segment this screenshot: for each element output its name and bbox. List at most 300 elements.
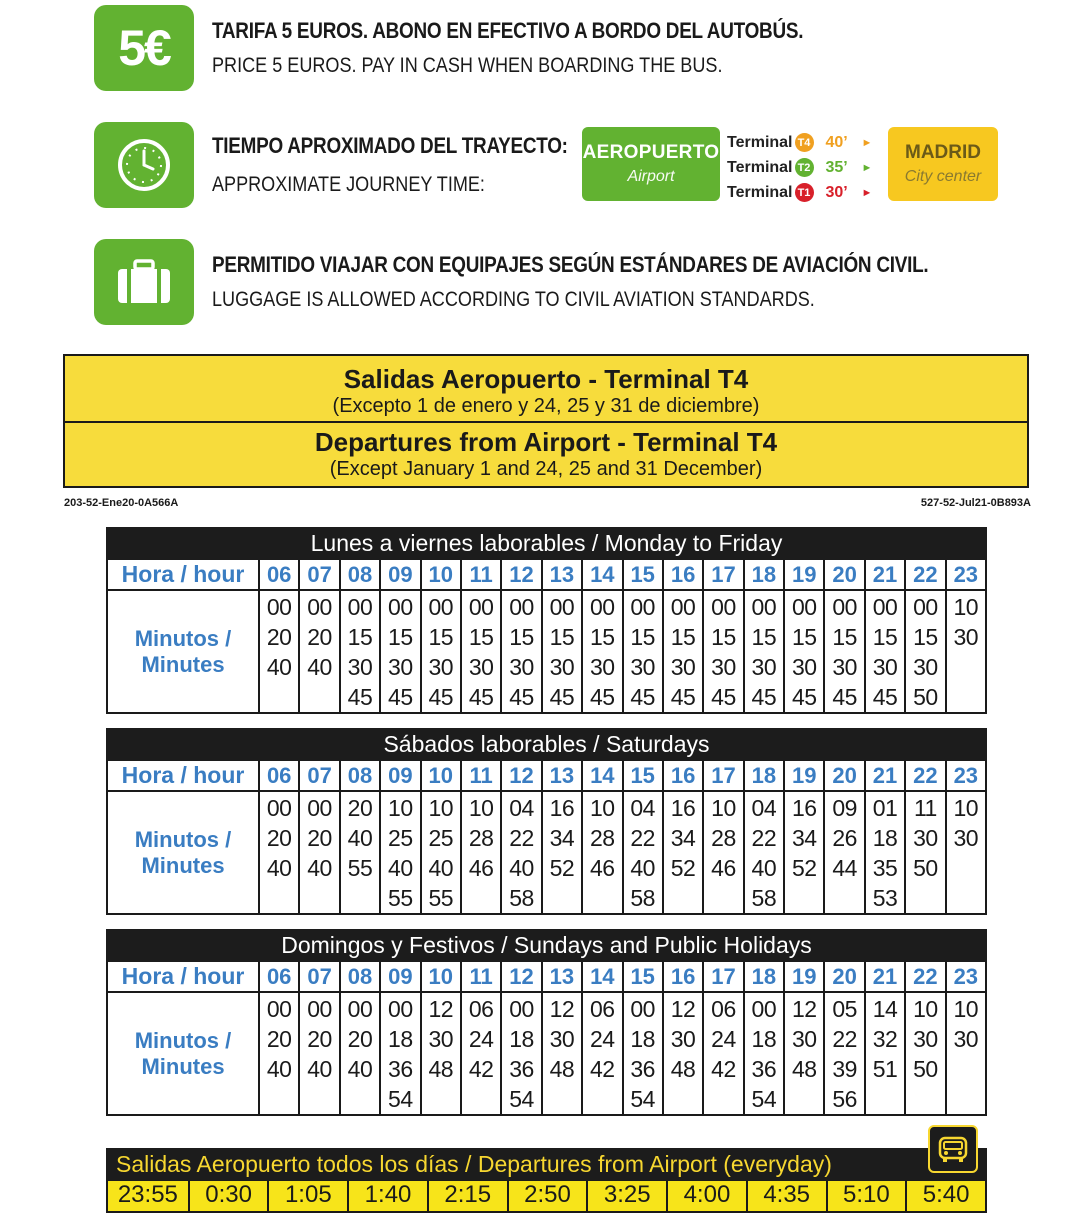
minute-value: 10 (590, 795, 615, 821)
minute-value: 15 (791, 624, 817, 650)
minute-value: 48 (428, 1056, 454, 1082)
minutes-column (500, 591, 540, 712)
minute-value: 00 (913, 594, 938, 620)
luggage-icon (94, 239, 194, 325)
minute-value: 18 (751, 1026, 777, 1052)
night-time: 1:05 (267, 1181, 347, 1211)
minute-value: 12 (670, 996, 696, 1022)
minute-value: 24 (468, 1026, 494, 1052)
minute-value: 32 (872, 1026, 898, 1052)
night-time: 0:30 (188, 1181, 268, 1211)
code-left: 203-52-Ene20-0A566A (64, 497, 179, 509)
minute-value: 00 (751, 594, 777, 620)
minute-value: 55 (388, 885, 413, 911)
minutes-column (904, 792, 944, 913)
minute-value: 48 (670, 1056, 696, 1082)
minute-value: 40 (266, 1056, 292, 1082)
hour-cell: 15 (622, 560, 662, 591)
minute-value: 00 (307, 594, 332, 620)
journey-info (94, 122, 626, 208)
minute-value: 30 (468, 654, 494, 680)
minute-value: 30 (711, 654, 736, 680)
minute-value: 00 (549, 594, 575, 620)
minutes-column (783, 792, 823, 913)
banner-subtitle-es: (Excepto 1 de enero y 24, 25 y 31 de diciembre) (332, 395, 760, 417)
minute-value: 40 (307, 855, 332, 881)
minute-value: 15 (630, 624, 655, 650)
minutes-column (541, 792, 581, 913)
night-time: 2:15 (427, 1181, 507, 1211)
minute-value: 00 (791, 594, 817, 620)
luggage-text-en: LUGGAGE IS ALLOWED ACCORDING TO CIVIL AVIATION STANDARDS. (212, 288, 815, 311)
minute-value: 22 (630, 825, 655, 851)
minute-value: 30 (630, 654, 655, 680)
minute-value: 30 (549, 654, 575, 680)
luggage-info (94, 239, 1045, 325)
minutes-column (743, 792, 783, 913)
minute-value: 36 (630, 1056, 655, 1082)
hour-label: Hora / hour (108, 761, 258, 792)
terminal-row-t2: Terminal T2 35’ ► (727, 158, 873, 176)
minute-value: 30 (347, 654, 373, 680)
minute-value: 06 (468, 996, 494, 1022)
timetable-title: Lunes a viernes laborables / Monday to Friday (106, 527, 987, 560)
minute-value: 00 (428, 594, 454, 620)
minute-value: 20 (307, 825, 332, 851)
minute-value: 40 (509, 855, 534, 881)
minute-value: 00 (468, 594, 494, 620)
minute-value: 20 (347, 795, 373, 821)
hour-cell: 12 (500, 560, 540, 591)
minute-value: 28 (468, 825, 494, 851)
hour-cell: 12 (500, 761, 540, 792)
minute-value: 39 (832, 1056, 857, 1082)
minute-value: 34 (670, 825, 696, 851)
minute-value: 25 (388, 825, 413, 851)
minute-value: 58 (751, 885, 777, 911)
hour-label: Hora / hour (108, 560, 258, 591)
minute-value: 20 (266, 1026, 292, 1052)
hour-cell: 11 (460, 560, 500, 591)
minute-value: 00 (307, 996, 332, 1022)
minute-value: 00 (670, 594, 696, 620)
minutes-column (864, 591, 904, 712)
minute-value: 24 (590, 1026, 615, 1052)
luggage-text-es: PERMITIDO VIAJAR CON EQUIPAJES SEGÚN ESTÁNDARES DE AVIACIÓN CIVIL. (212, 252, 929, 277)
minutes-column (864, 993, 904, 1114)
minute-value: 42 (590, 1056, 615, 1082)
minute-value: 30 (872, 654, 898, 680)
hour-cell: 22 (904, 962, 944, 993)
arrow-icon: ► (861, 186, 873, 199)
minute-value: 30 (953, 1026, 979, 1052)
minute-value: 40 (428, 855, 454, 881)
minute-value: 16 (791, 795, 817, 821)
minute-value: 16 (670, 795, 696, 821)
minute-value: 34 (791, 825, 817, 851)
minute-value: 30 (953, 825, 979, 851)
minute-value: 40 (347, 825, 373, 851)
minutes-column (823, 993, 863, 1114)
terminal-row-t1: Terminal T1 30’ ► (727, 183, 873, 201)
minute-value: 10 (428, 795, 454, 821)
minute-value: 30 (428, 654, 454, 680)
departures-banner (63, 354, 1029, 488)
minute-value: 04 (630, 795, 655, 821)
minute-value: 45 (872, 684, 898, 710)
minute-value: 28 (711, 825, 736, 851)
minute-value: 55 (347, 855, 373, 881)
minute-value: 00 (630, 996, 655, 1022)
hour-cell: 16 (662, 560, 702, 591)
minute-value: 45 (751, 684, 777, 710)
hour-cell: 09 (379, 962, 419, 993)
minute-value: 52 (549, 855, 575, 881)
hour-cell: 23 (945, 761, 985, 792)
hour-cell: 20 (823, 962, 863, 993)
minute-value: 40 (630, 855, 655, 881)
minute-value: 00 (509, 594, 534, 620)
minute-value: 20 (347, 1026, 373, 1052)
minute-value: 01 (872, 795, 898, 821)
minutes-column (783, 591, 823, 712)
minutes-column (420, 993, 460, 1114)
minute-value: 10 (388, 795, 413, 821)
minutes-column (420, 591, 460, 712)
minute-value: 15 (711, 624, 736, 650)
minutes-column (339, 792, 379, 913)
minute-value: 54 (630, 1086, 655, 1112)
hour-cell: 17 (702, 761, 742, 792)
minute-value: 30 (913, 825, 938, 851)
minute-value: 36 (751, 1056, 777, 1082)
minute-value: 00 (388, 996, 413, 1022)
hour-cell: 19 (783, 560, 823, 591)
minute-value: 12 (791, 996, 817, 1022)
minute-value: 30 (913, 654, 938, 680)
minute-value: 10 (953, 795, 979, 821)
minute-value: 15 (428, 624, 454, 650)
minute-value: 56 (832, 1086, 857, 1112)
minute-value: 45 (388, 684, 413, 710)
minute-value: 30 (832, 654, 857, 680)
minute-value: 36 (388, 1056, 413, 1082)
minute-value: 45 (791, 684, 817, 710)
minutes-column (622, 993, 662, 1114)
timetable-grid (106, 560, 987, 714)
minute-value: 45 (509, 684, 534, 710)
minute-value: 05 (832, 996, 857, 1022)
madrid-box: MADRID City center (888, 127, 998, 201)
minutes-column (379, 792, 419, 913)
minutes-column (904, 591, 944, 712)
minute-value: 30 (590, 654, 615, 680)
minute-value: 20 (307, 624, 332, 650)
hour-cell: 07 (298, 761, 338, 792)
minute-value: 40 (266, 855, 292, 881)
minute-value: 52 (670, 855, 696, 881)
minutes-column (379, 591, 419, 712)
minute-value: 00 (872, 594, 898, 620)
minutes-column (945, 993, 985, 1114)
saturday-timetable (106, 728, 987, 915)
minutes-column (541, 993, 581, 1114)
minute-value: 12 (549, 996, 575, 1022)
minute-value: 18 (509, 1026, 534, 1052)
minutes-column (945, 591, 985, 712)
minute-value: 52 (791, 855, 817, 881)
banner-title-en: Departures from Airport - Terminal T4 (314, 427, 778, 457)
minute-value: 50 (913, 1056, 938, 1082)
minute-value: 22 (751, 825, 777, 851)
night-time: 5:10 (826, 1181, 906, 1211)
arrow-icon: ► (861, 161, 873, 174)
minute-value: 45 (468, 684, 494, 710)
minute-value: 34 (549, 825, 575, 851)
minutes-column (743, 591, 783, 712)
minute-value: 06 (590, 996, 615, 1022)
minute-value: 15 (388, 624, 413, 650)
minute-value: 53 (872, 885, 898, 911)
hour-cell: 08 (339, 761, 379, 792)
minute-value: 36 (509, 1056, 534, 1082)
minute-value: 10 (468, 795, 494, 821)
minute-value: 30 (428, 1026, 454, 1052)
minute-value: 00 (307, 795, 332, 821)
minutes-column (581, 792, 621, 913)
minute-value: 44 (832, 855, 857, 881)
journey-text-es: TIEMPO APROXIMADO DEL TRAYECTO: (212, 133, 568, 158)
minutes-column (500, 993, 540, 1114)
minute-value: 04 (509, 795, 534, 821)
arrow-icon: ► (861, 136, 873, 149)
minute-value: 45 (630, 684, 655, 710)
banner-title-es: Salidas Aeropuerto - Terminal T4 (343, 364, 749, 394)
hour-cell: 06 (258, 560, 298, 591)
minute-value: 40 (751, 855, 777, 881)
minute-value: 58 (630, 885, 655, 911)
hour-cell: 14 (581, 962, 621, 993)
minutes-column (864, 792, 904, 913)
minute-value: 15 (590, 624, 615, 650)
minute-value: 30 (670, 654, 696, 680)
minute-value: 46 (468, 855, 494, 881)
minute-value: 45 (428, 684, 454, 710)
minutes-label (108, 591, 258, 712)
minute-value: 22 (509, 825, 534, 851)
hour-cell: 18 (743, 761, 783, 792)
hour-cell: 13 (541, 560, 581, 591)
minute-value: 30 (791, 654, 817, 680)
minute-value: 54 (751, 1086, 777, 1112)
minute-value: 58 (509, 885, 534, 911)
minutes-label-en: Minutes (141, 651, 225, 677)
minutes-label-en: Minutes (141, 1053, 225, 1079)
minutes-column (622, 792, 662, 913)
minute-value: 45 (347, 684, 373, 710)
minute-value: 20 (307, 1026, 332, 1052)
minute-value: 30 (549, 1026, 575, 1052)
terminal-badge: T2 (795, 158, 814, 177)
terminal-badge: T1 (795, 183, 814, 202)
minute-value: 46 (711, 855, 736, 881)
timetable-grid (106, 962, 987, 1116)
minute-value: 45 (590, 684, 615, 710)
minute-value: 24 (711, 1026, 736, 1052)
hour-cell: 16 (662, 962, 702, 993)
minute-value: 40 (307, 1056, 332, 1082)
minutes-label-es: Minutos / (134, 625, 232, 651)
minute-value: 15 (832, 624, 857, 650)
hour-cell: 10 (420, 761, 460, 792)
hour-cell: 23 (945, 560, 985, 591)
hour-cell: 13 (541, 962, 581, 993)
hour-cell: 06 (258, 962, 298, 993)
minute-value: 40 (266, 654, 292, 680)
minutes-column (702, 792, 742, 913)
minute-value: 15 (913, 624, 938, 650)
minute-value: 09 (832, 795, 857, 821)
night-time: 2:50 (507, 1181, 587, 1211)
hour-cell: 21 (864, 761, 904, 792)
minute-value: 15 (751, 624, 777, 650)
minute-value: 10 (913, 996, 938, 1022)
minute-value: 30 (953, 624, 979, 650)
minute-value: 00 (266, 594, 292, 620)
minute-value: 51 (872, 1056, 898, 1082)
hour-cell: 11 (460, 962, 500, 993)
minute-value: 15 (549, 624, 575, 650)
hour-label: Hora / hour (108, 962, 258, 993)
minutes-column (258, 993, 298, 1114)
hour-cell: 07 (298, 962, 338, 993)
minute-value: 25 (428, 825, 454, 851)
timetable-grid (106, 761, 987, 915)
hour-cell: 09 (379, 560, 419, 591)
night-time: 4:00 (666, 1181, 746, 1211)
weekday-timetable (106, 527, 987, 714)
minutes-column (460, 993, 500, 1114)
minute-value: 45 (549, 684, 575, 710)
hour-cell: 17 (702, 560, 742, 591)
minute-value: 48 (549, 1056, 575, 1082)
minute-value: 00 (266, 996, 292, 1022)
minutes-column (298, 591, 338, 712)
night-time: 1:40 (347, 1181, 427, 1211)
minute-value: 30 (509, 654, 534, 680)
hour-cell: 14 (581, 761, 621, 792)
hour-cell: 20 (823, 761, 863, 792)
hour-cell: 10 (420, 962, 460, 993)
minutes-column (339, 591, 379, 712)
minute-value: 30 (670, 1026, 696, 1052)
minutes-column (420, 792, 460, 913)
hour-cell: 10 (420, 560, 460, 591)
minute-value: 00 (509, 996, 534, 1022)
minutes-column (298, 993, 338, 1114)
fare-info (94, 5, 899, 91)
hour-cell: 18 (743, 560, 783, 591)
journey-text-en: APPROXIMATE JOURNEY TIME: (212, 173, 485, 196)
minute-value: 04 (751, 795, 777, 821)
minute-value: 50 (913, 684, 938, 710)
minutes-column (460, 792, 500, 913)
minutes-label (108, 792, 258, 913)
minute-value: 10 (953, 996, 979, 1022)
minutes-column (743, 993, 783, 1114)
code-right: 527-52-Jul21-0B893A (920, 497, 1031, 509)
minutes-column (379, 993, 419, 1114)
minutes-column (662, 993, 702, 1114)
night-time: 5:40 (905, 1181, 985, 1211)
hour-cell: 21 (864, 962, 904, 993)
hour-cell: 08 (339, 560, 379, 591)
minute-value: 42 (711, 1056, 736, 1082)
minute-value: 06 (711, 996, 736, 1022)
minutes-column (662, 792, 702, 913)
hour-cell: 15 (622, 962, 662, 993)
minute-value: 00 (347, 594, 373, 620)
timetable-title: Sábados laborables / Saturdays (106, 728, 987, 761)
minutes-column (622, 591, 662, 712)
minute-value: 15 (347, 624, 373, 650)
hour-cell: 22 (904, 560, 944, 591)
night-title: Salidas Aeropuerto todos los días / Departures from Airport (everyday) (106, 1148, 987, 1181)
minutes-label (108, 993, 258, 1114)
minutes-column (258, 591, 298, 712)
minutes-column (581, 591, 621, 712)
minute-value: 42 (468, 1056, 494, 1082)
minute-value: 26 (832, 825, 857, 851)
terminal-times (727, 130, 887, 205)
minute-value: 30 (913, 1026, 938, 1052)
hour-cell: 19 (783, 761, 823, 792)
minute-value: 48 (791, 1056, 817, 1082)
night-time: 4:35 (746, 1181, 826, 1211)
minute-value: 15 (509, 624, 534, 650)
minute-value: 54 (388, 1086, 413, 1112)
minutes-column (662, 591, 702, 712)
minutes-label-es: Minutos / (134, 1027, 232, 1053)
night-time: 3:25 (586, 1181, 666, 1211)
minutes-column (541, 591, 581, 712)
minutes-column (258, 792, 298, 913)
clock-icon (94, 122, 194, 208)
hour-cell: 06 (258, 761, 298, 792)
fare-text-en: PRICE 5 EUROS. PAY IN CASH WHEN BOARDING THE BUS. (212, 54, 723, 77)
minutes-column (783, 993, 823, 1114)
hour-cell: 19 (783, 962, 823, 993)
minute-value: 11 (913, 795, 937, 821)
minute-value: 40 (347, 1056, 373, 1082)
minute-value: 40 (388, 855, 413, 881)
minutes-column (702, 993, 742, 1114)
hour-cell: 20 (823, 560, 863, 591)
minute-value: 20 (266, 825, 292, 851)
minute-value: 45 (832, 684, 857, 710)
minute-value: 00 (590, 594, 615, 620)
hour-cell: 13 (541, 761, 581, 792)
minutes-label-es: Minutos / (134, 826, 232, 852)
minute-value: 00 (266, 795, 292, 821)
minutes-column (339, 993, 379, 1114)
minute-value: 45 (711, 684, 736, 710)
minute-value: 50 (913, 855, 938, 881)
hour-cell: 17 (702, 962, 742, 993)
night-bus-icon (928, 1125, 978, 1173)
minute-value: 40 (307, 654, 332, 680)
minutes-column (823, 591, 863, 712)
